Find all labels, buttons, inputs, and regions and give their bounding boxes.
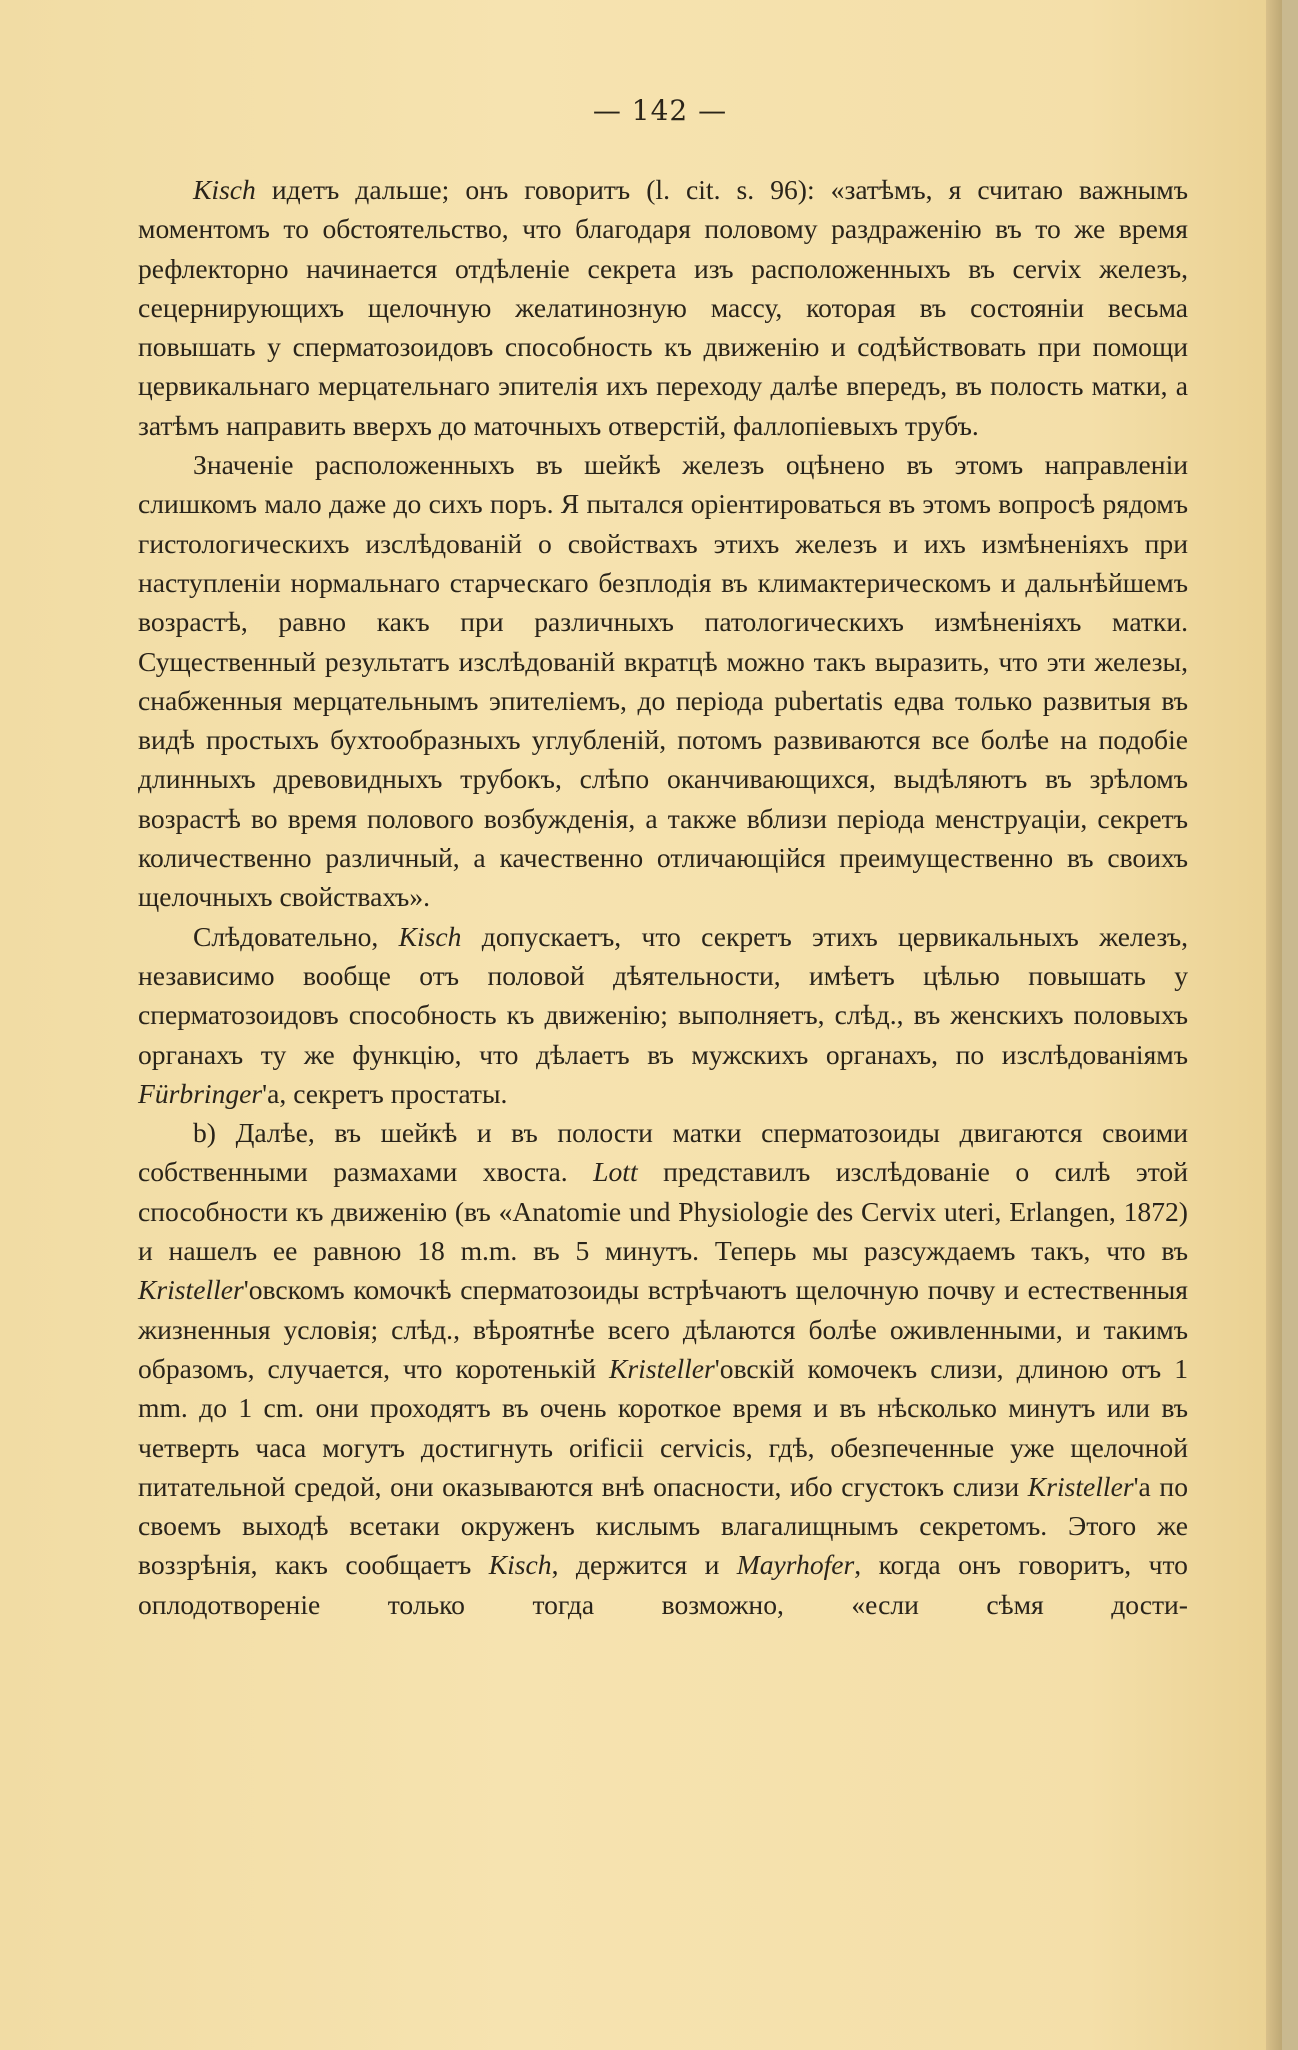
paragraph xyxy=(138,1113,1188,1624)
text-run: допускаетъ, что секретъ этихъ цервикальныхъ железъ, независимо вообще отъ половой дѣятельности, имѣетъ цѣлью повышать у сперматозоидовъ способность къ движенію; выполняетъ, слѣд., въ женскихъ половыхъ органахъ ту же функцію, что дѣлаетъ въ мужскихъ органахъ, по изслѣдованіямъ xyxy=(138,920,1188,1070)
author-name: Kisch xyxy=(488,1549,552,1581)
text-run: идетъ дальше; онъ говоритъ (l. cit. s. 96): «затѣмъ, я считаю важнымъ моментомъ то обстоятельство, что благодаря половому раздраженію въ то же время рефлекторно начинается отдѣленіе секрета изъ расположенныхъ въ cervix железъ, сецернирующихъ щелочную желатинозную массу, которая въ состояніи весьма повышать у сперматозоидовъ способность къ движенію и содѣйствовать при помощи цервикальнаго мерцательнаго эпителія ихъ переходу далѣе впередъ, въ полость матки, а затѣмъ направить вверхъ до маточныхъ отверстій, фаллопіевыхъ трубъ. xyxy=(138,174,1188,441)
text-run: b) Далѣе, въ шейкѣ и въ полости матки сперматозоиды двигаются своими собственными размахами хвоста. xyxy=(138,1117,1188,1188)
text-run: 'овскомъ комочкѣ сперматозоиды встрѣчаютъ щелочную почву и естественныя жизненныя условія; слѣд., вѣроятнѣе всего дѣлаются болѣе оживленными, и такимъ образомъ, случается, что коротенькій xyxy=(138,1274,1188,1384)
page-edge-shadow xyxy=(1266,0,1282,2050)
text-run: Значеніе расположенныхъ въ шейкѣ железъ оцѣнено въ этомъ направленіи слишкомъ мало даже до сихъ поръ. Я пытался оріентироваться въ этомъ вопросѣ рядомъ гистологическихъ изслѣдованій о свойствахъ этихъ железъ и ихъ измѣненіяхъ при наступленіи нормальнаго старческаго безплодія въ климактерическомъ и дальнѣйшемъ возрастѣ, равно какъ при различныхъ патологическихъ измѣненіяхъ матки. Существенный результатъ изслѣдованій вкратцѣ можно такъ выразить, что эти железы, снабженныя мерцательнымъ эпителіемъ, до періода pubertatis едва только развитыя въ видѣ простыхъ бухтообразныхъ углубленій, потомъ развиваются все болѣе на подобіе длинныхъ древовидныхъ трубокъ, слѣпо оканчивающихся, выдѣляютъ въ зрѣломъ возрастѣ во время полового возбужденія, а также вблизи періода менструаціи, секретъ количественно различный, а качественно отличающійся преимущественно въ своихъ щелочныхъ свойствахъ». xyxy=(138,449,1188,913)
text-run: 'а, секретъ простаты. xyxy=(262,1077,508,1109)
author-name: Kisch xyxy=(398,920,462,952)
author-name: Fürbringer xyxy=(138,1077,263,1109)
author-name: Kristeller xyxy=(1027,1470,1134,1502)
paragraph xyxy=(138,445,1188,917)
text-run: 'а по своемъ выходѣ всетаки окруженъ кислымъ влагалищнымъ секретомъ. Этого же воззрѣнія, какъ сообщаетъ xyxy=(138,1470,1188,1581)
paragraph xyxy=(138,170,1188,445)
text-run: Слѣдовательно, xyxy=(193,920,399,952)
text-run: представилъ изслѣдованіе о силѣ этой способности къ движенію (въ «Anatomie und Physiologie des Cervix uteri, Erlangen, 1872) и нашелъ ее равною 18 m.m. въ 5 минутъ. Теперь мы разсуждаемъ такъ, что въ xyxy=(138,1156,1188,1267)
author-name: Mayrhofer xyxy=(736,1549,855,1581)
author-name: Kisch xyxy=(193,174,256,205)
page-number: — 142 — xyxy=(592,94,728,127)
text-run: , когда онъ говоритъ, что оплодотвореніе только тогда возможно, «если сѣмя дости- xyxy=(138,1549,1188,1620)
text-run: 'овскій комочекъ слизи, длиною отъ 1 mm. до 1 cm. они проходятъ въ очень короткое время и въ нѣсколько минутъ или въ четверть часа могутъ достигнуть orificii cervicis, гдѣ, обезпеченные уже щелочной питательной средой, они оказываются внѣ опасности, ибо сгустокъ слизи xyxy=(138,1352,1189,1502)
author-name: Kristeller xyxy=(609,1352,715,1384)
body-text xyxy=(138,170,1188,1624)
text-run: , держится и xyxy=(551,1549,737,1581)
paragraph xyxy=(138,917,1188,1113)
author-name: Kristeller xyxy=(138,1274,244,1306)
author-name: Lott xyxy=(593,1156,638,1188)
